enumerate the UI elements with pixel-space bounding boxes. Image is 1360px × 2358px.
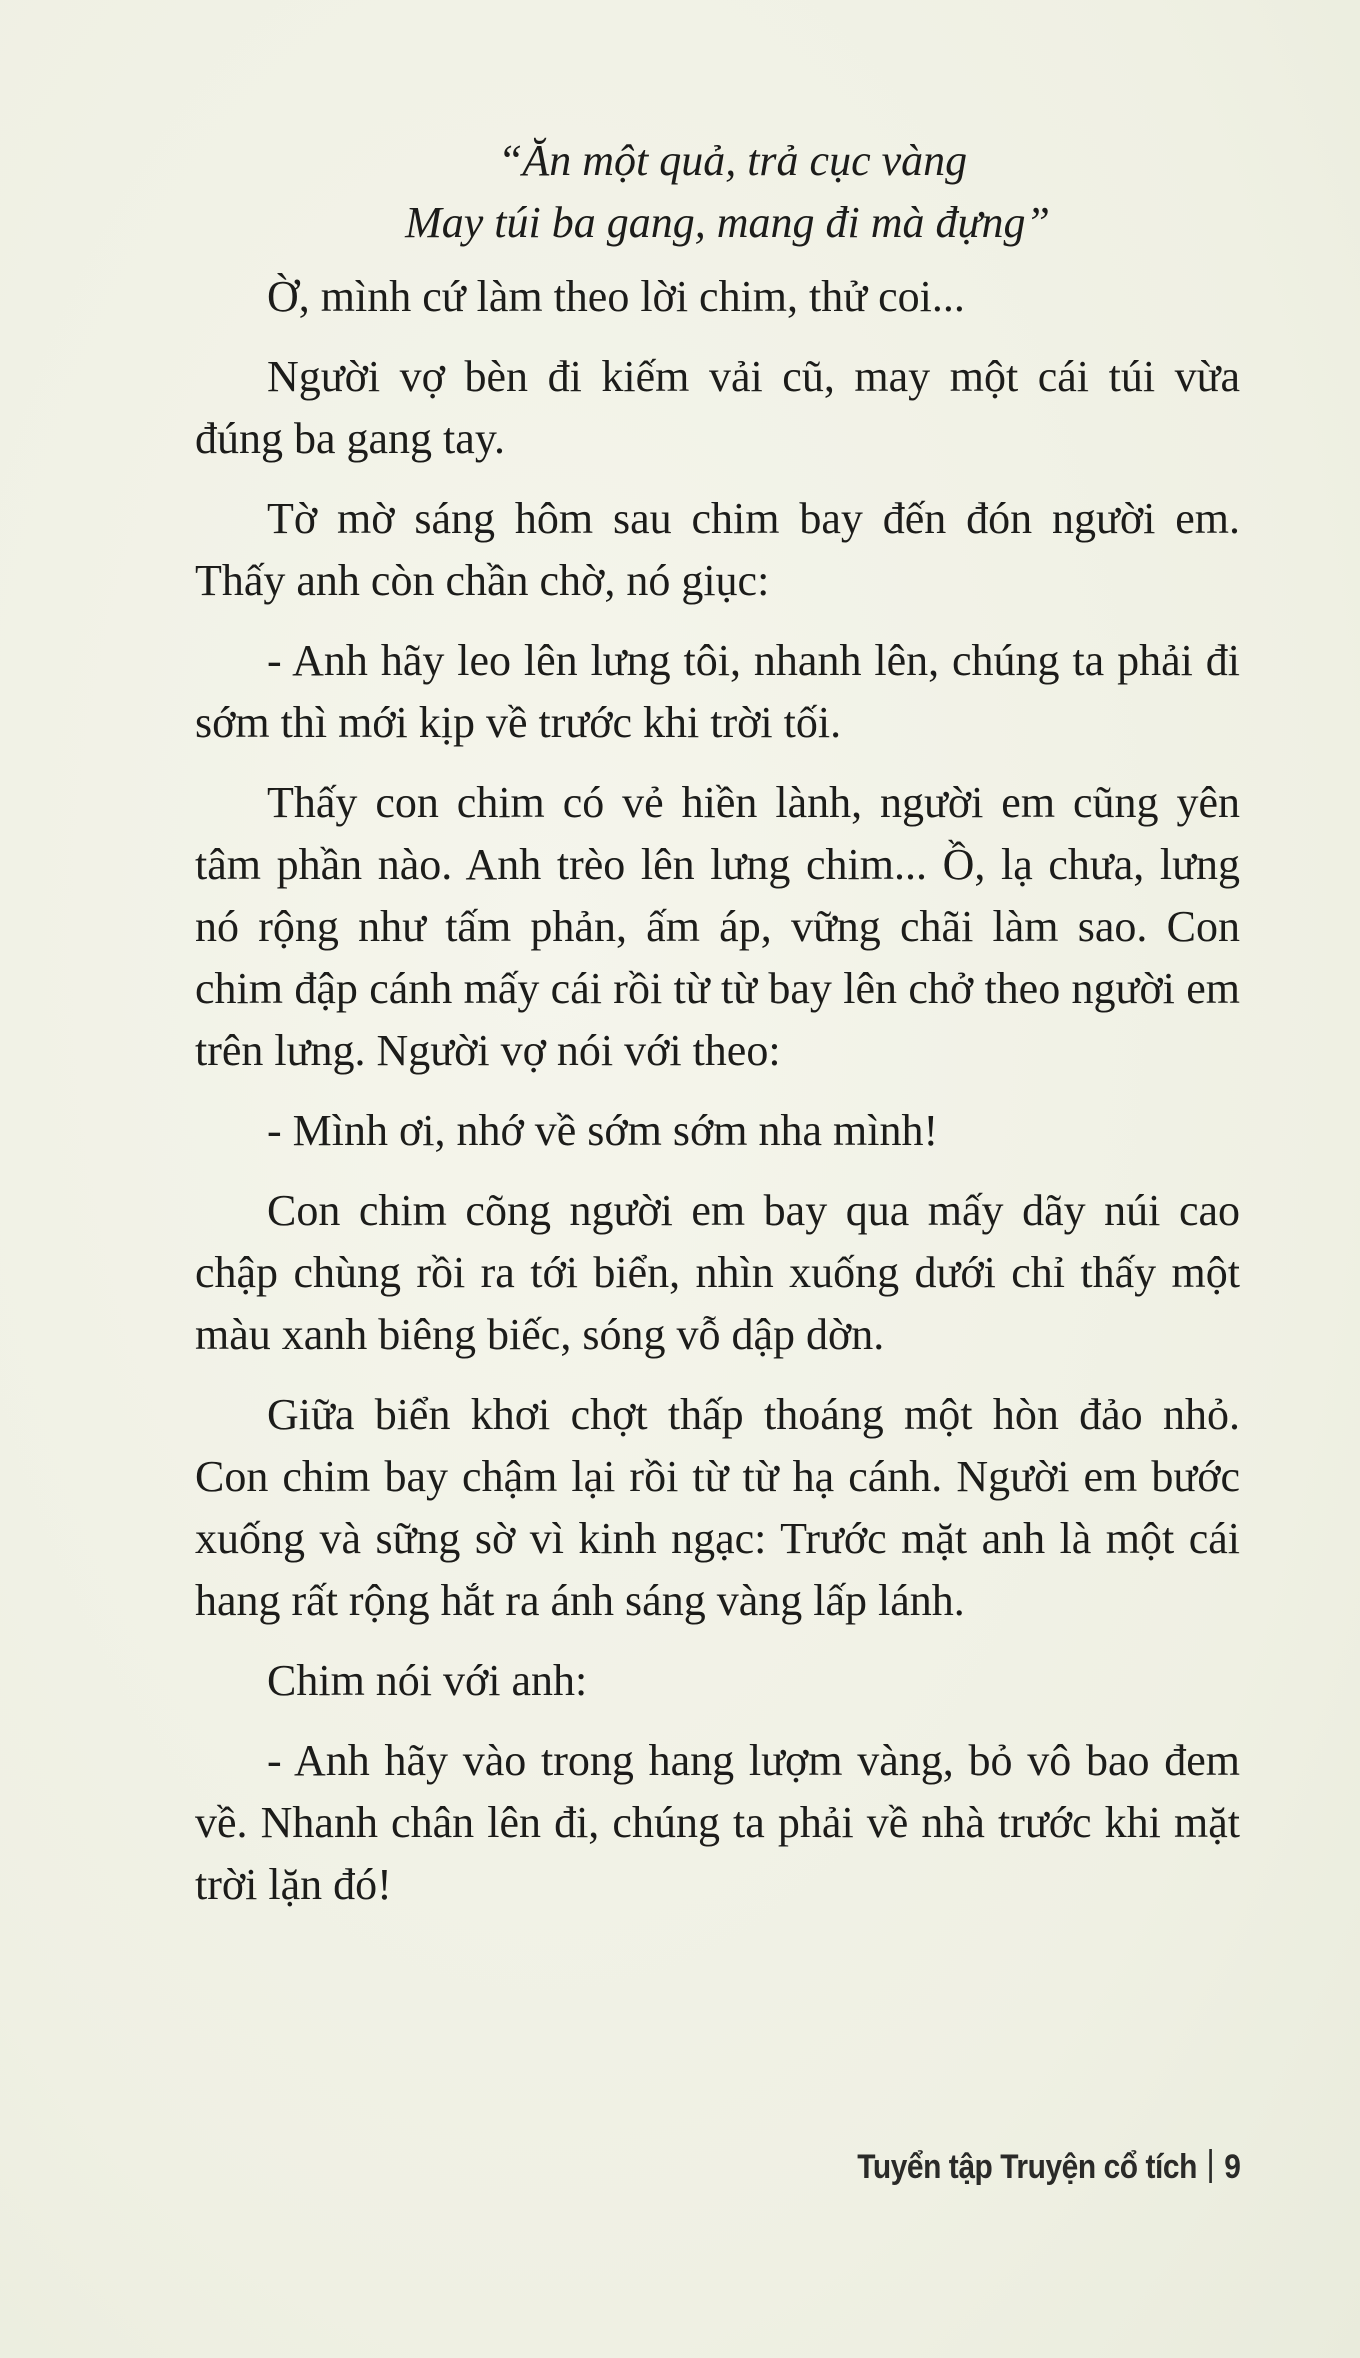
paragraph: - Anh hãy leo lên lưng tôi, nhanh lên, chúng ta phải đi sớm thì mới kịp về trước khi trời tối. xyxy=(195,636,1240,747)
paragraph: Giữa biển khơi chợt thấp thoáng một hòn đảo nhỏ. Con chim bay chậm lại rồi từ từ hạ cánh. Người em bước xuống và sững sờ vì kinh ngạc: Trước mặt anh là một cái hang rất rộng hắt ra ánh sáng vàng lấp lánh. xyxy=(195,1390,1240,1625)
story-text xyxy=(195,130,1240,1934)
paragraph: Thấy con chim có vẻ hiền lành, người em cũng yên tâm phần nào. Anh trèo lên lưng chim... Ồ, lạ chưa, lưng nó rộng như tấm phản, ấm áp, vững chãi làm sao. Con chim đập cánh mấy cái rồi từ từ bay lên chở theo người em trên lưng. Người vợ nói với theo: xyxy=(195,778,1240,1075)
paragraph: - Anh hãy vào trong hang lượm vàng, bỏ vô bao đem về. Nhanh chân lên đi, chúng ta phải về nhà trước khi mặt trời lặn đó! xyxy=(195,1736,1240,1909)
book-title: Tuyển tập Truyện cổ tích xyxy=(856,2148,1197,2186)
verse-line-2: May túi ba gang, mang đi mà đựng” xyxy=(405,198,1050,247)
verse-line-1: “Ăn một quả, trả cục vàng xyxy=(497,136,968,185)
paragraph: Ờ, mình cứ làm theo lời chim, thử coi... xyxy=(267,272,965,321)
paragraph: Tờ mờ sáng hôm sau chim bay đến đón người em. Thấy anh còn chần chờ, nó giục: xyxy=(195,494,1240,605)
page-footer xyxy=(857,2148,1240,2187)
paragraph: Người vợ bèn đi kiếm vải cũ, may một cái túi vừa đúng ba gang tay. xyxy=(195,352,1240,463)
paragraph: Con chim cõng người em bay qua mấy dãy núi cao chập chùng rồi ra tới biển, nhìn xuống dưới chỉ thấy một màu xanh biêng biếc, sóng vỗ dập dờn. xyxy=(195,1186,1240,1359)
paragraph: - Mình ơi, nhớ về sớm sớm nha mình! xyxy=(267,1106,939,1155)
footer-divider xyxy=(1209,2149,1212,2183)
paragraph: Chim nói với anh: xyxy=(267,1656,588,1705)
page-number: 9 xyxy=(1223,2148,1240,2186)
